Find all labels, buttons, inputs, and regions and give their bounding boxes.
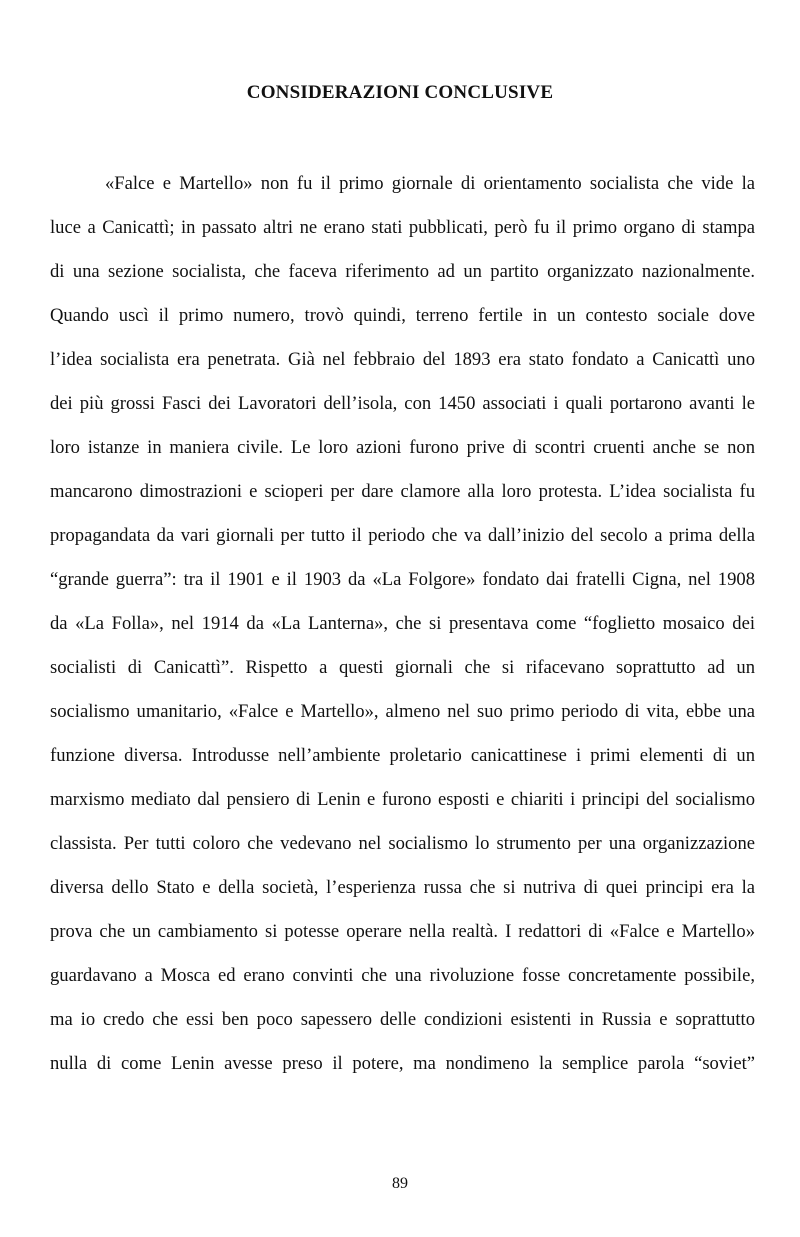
text-line: marxismo mediato dal pensiero di Lenin e furono esposti e chiariti i principi del socialismo — [50, 789, 755, 810]
text-line: “grande guerra”: tra il 1901 e il 1903 da «La Folgore» fondato dai fratelli Cigna, nel 1908 — [50, 569, 755, 590]
text-line: Quando uscì il primo numero, trovò quindi, terreno fertile in un contesto sociale dove — [50, 305, 755, 326]
text-line: luce a Canicattì; in passato altri ne erano stati pubblicati, però fu il primo organo di stampa — [50, 217, 755, 238]
text-line: propagandata da vari giornali per tutto il periodo che va dall’inizio del secolo a prima della — [50, 525, 755, 546]
text-line: diversa dello Stato e della società, l’esperienza russa che si nutriva di quei principi era la — [50, 877, 755, 898]
text-line: socialisti di Canicattì”. Rispetto a questi giornali che si rifacevano soprattutto ad un — [50, 657, 755, 678]
text-line: guardavano a Mosca ed erano convinti che una rivoluzione fosse concretamente possibile, — [50, 965, 755, 986]
text-line: socialismo umanitario, «Falce e Martello», almeno nel suo primo periodo di vita, ebbe una — [50, 701, 755, 722]
text-line: da «La Folla», nel 1914 da «La Lanterna», che si presentava come “foglietto mosaico dei — [50, 613, 755, 634]
text-line: l’idea socialista era penetrata. Già nel febbraio del 1893 era stato fondato a Canicattì uno — [50, 349, 755, 370]
text-line: funzione diversa. Introdusse nell’ambiente proletario canicattinese i primi elementi di un — [50, 745, 755, 766]
text-line: dei più grossi Fasci dei Lavoratori dell’isola, con 1450 associati i quali portarono avanti le — [50, 393, 755, 414]
page-number: 89 — [392, 1175, 408, 1192]
page-title: CONSIDERAZIONI CONCLUSIVE — [246, 82, 554, 103]
text-line: classista. Per tutti coloro che vedevano nel socialismo lo strumento per una organizzazione — [50, 833, 755, 854]
text-line: di una sezione socialista, che faceva riferimento ad un partito organizzato nazionalmente. — [50, 261, 755, 282]
text-line: nulla di come Lenin avesse preso il potere, ma nondimeno la semplice parola “soviet” — [50, 1053, 755, 1074]
text-line: mancarono dimostrazioni e scioperi per dare clamore alla loro protesta. L’idea socialista fu — [50, 481, 755, 502]
text-line: «Falce e Martello» non fu il primo giornale di orientamento socialista che vide la — [105, 173, 755, 194]
text-line: ma io credo che essi ben poco sapessero delle condizioni esistenti in Russia e soprattutto — [50, 1009, 755, 1030]
text-line: prova che un cambiamento si potesse operare nella realtà. I redattori di «Falce e Martello» — [50, 921, 755, 942]
text-line: loro istanze in maniera civile. Le loro azioni furono prive di scontri cruenti anche se non — [50, 437, 755, 458]
